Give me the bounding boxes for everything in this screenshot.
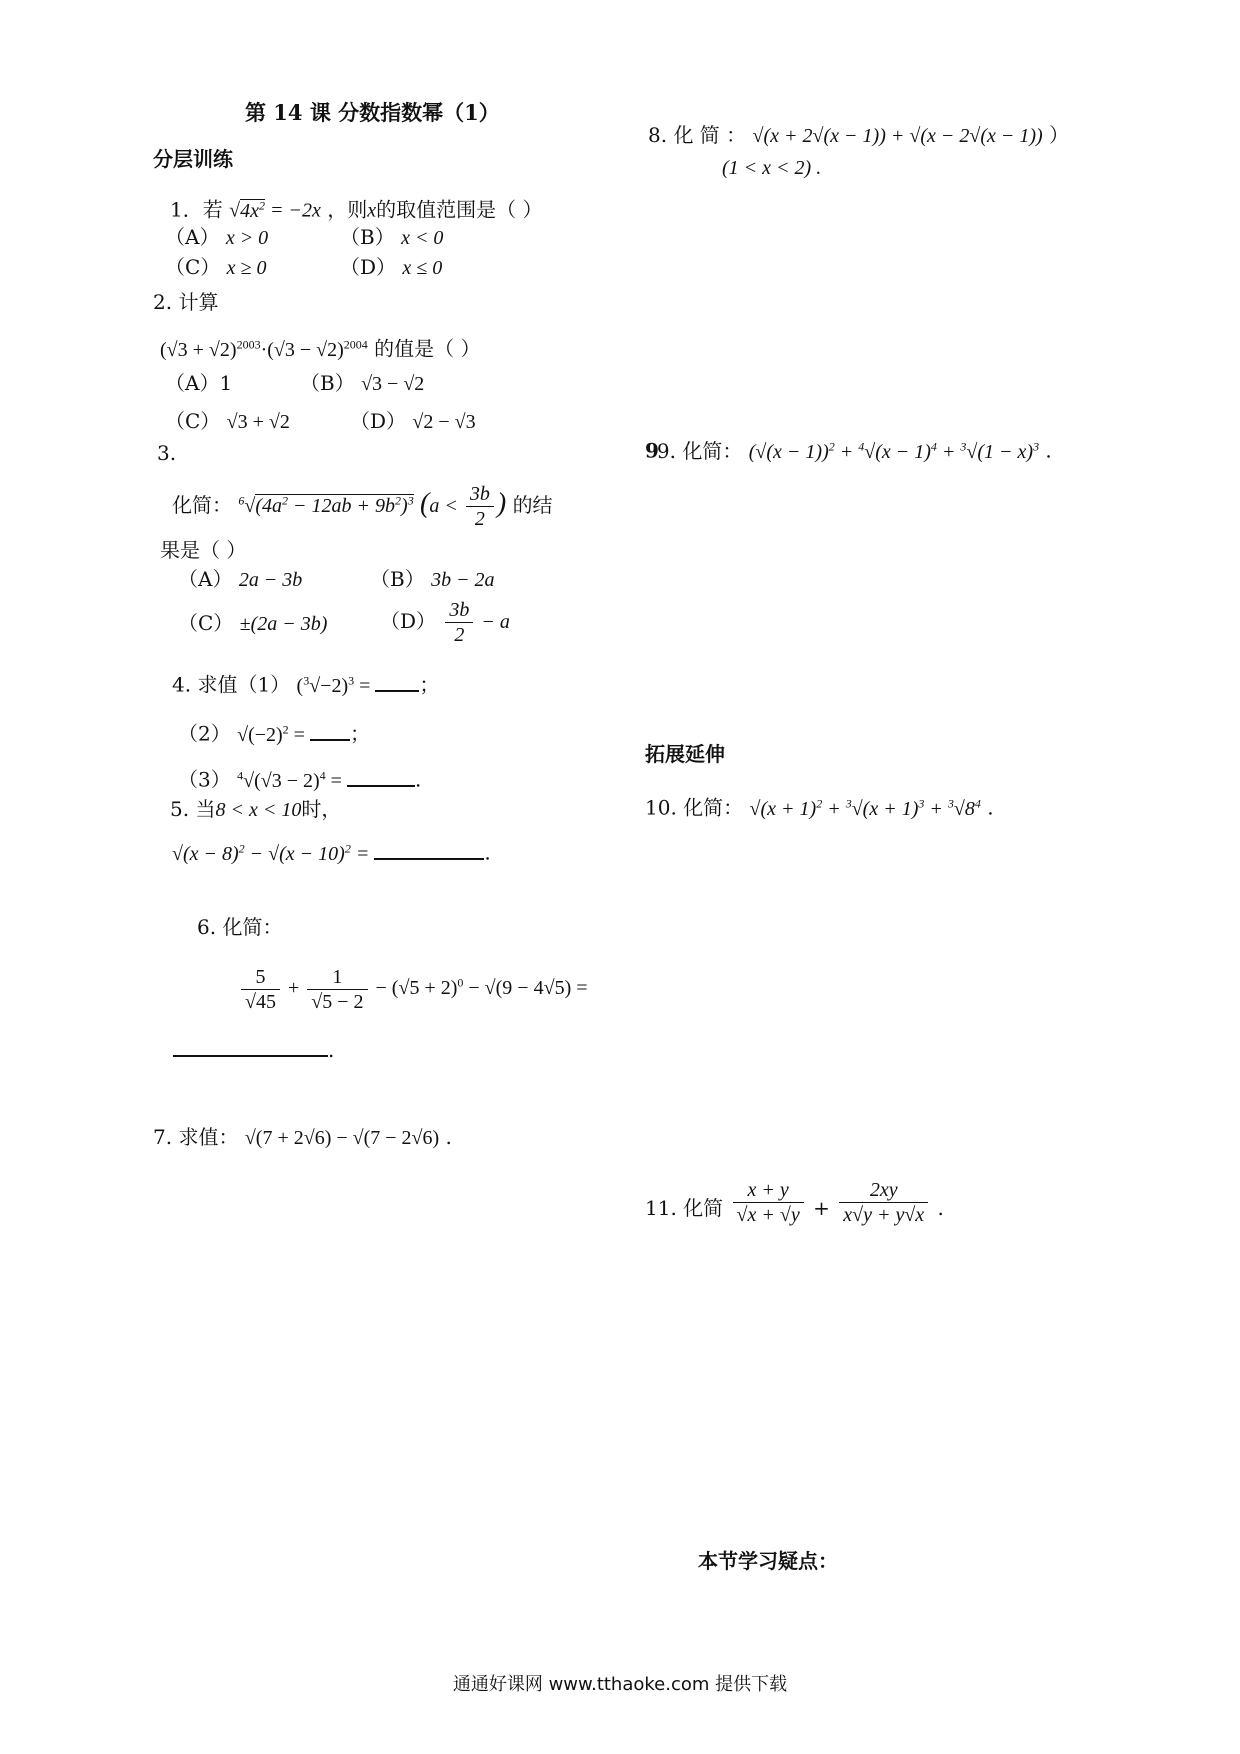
section-heading-extension: 拓展延伸 [645, 742, 725, 766]
question-1-stem: 1．若 $√4x^2 = -2x$ ，则x的取值范围是（ ） [170, 197, 543, 222]
question-1-option-b: （B） x < 0 [340, 225, 444, 249]
question-10-stem: 10. 化简： $√(x + 1)^2 + ^3√(x + 1)^3 + ^3√8^4$ . [645, 795, 994, 820]
question-8-stem: 8. 化 简 ： √(x + 2√(x − 1)) + √(x − 2√(x − 1)) ） [648, 123, 1070, 147]
question-2-option-d: （D） √2 − √3 [350, 409, 476, 433]
question-11-stem: 11. 化简 $\frac{x + y}{√x + √y}$ + $\frac{2xy}{x√y + y√x}$ . [645, 1179, 944, 1226]
question-1-option-c: （C） x ≥ 0 [165, 255, 267, 279]
question-4-part-1: 4. 求值（1） $(^3√-2)^3$ = ； [172, 667, 439, 699]
question-1-option-a: （A） x > 0 [165, 225, 269, 249]
question-2-option-b: （B） √3 − √2 [300, 371, 425, 395]
question-3-option-b: （B） 3b − 2a [370, 567, 495, 591]
question-3-option-d: （D） $\frac{3b}{2}$ − a [380, 599, 510, 646]
question-4-part-2: （2） $√(-2)^2$ = ； [178, 716, 370, 748]
page-title: 第 14 课 分数指数幂（1） [245, 100, 500, 125]
question-6-answer-blank: . [173, 1035, 334, 1063]
footer-watermark: 通通好课网 www.tthaoke.com 提供下载 [452, 1674, 788, 1695]
question-3-option-a: （A） 2a − 3b [178, 567, 303, 591]
question-8-condition: (1 < x < 2) . [722, 157, 822, 179]
section-heading-practice: 分层训练 [153, 147, 233, 171]
question-3-continuation: 果是（ ） [160, 538, 247, 562]
question-6-label: 6. 化简： [197, 915, 283, 939]
question-9-stem: 99. 化简： $(√(x - 1))^2 + ^4√(x - 1)^4 + ^3√(1 - x)^3$ . [645, 438, 1052, 463]
question-2-label: 2. 计算 [153, 290, 219, 314]
question-3-option-c: （C） ±(2a − 3b) [178, 611, 328, 635]
study-doubts-label: 本节学习疑点： [698, 1549, 838, 1573]
question-5-stem: 5. 当8 < x < 10时， [170, 797, 342, 821]
question-3-stem: 化简： $^6√(4a^2 - 12ab + 9b^2)^3$ (a < $\frac{3b}{2}$ ) 的结 [172, 483, 553, 530]
question-2-option-c: （C） √3 + √2 [165, 409, 290, 433]
question-3-label: 3. [157, 441, 177, 465]
question-4-part-3: （3） $^4√(√3 - 2)^4$ = . [178, 762, 421, 794]
question-2-stem: $(√3 + √2)^{2003}\cdot(√3 - √2)^{2004}$ 的值是（ ） [160, 336, 481, 361]
question-7-stem: 7. 求值： √(7 + 2√6) − √(7 − 2√6) . [153, 1125, 452, 1149]
question-5-expression: $√(x - 8)^2 - √(x - 10)^2$ = . [172, 835, 491, 867]
question-6-expression: $\frac{5}{√45}$ + $\frac{1}{√5 - 2}$ − $(√5 + 2)^0 - √(9 - 4√5)$ = [238, 965, 588, 1014]
question-1-option-d: （D） x ≤ 0 [340, 255, 443, 279]
question-2-option-a: （A）1 [165, 371, 233, 395]
